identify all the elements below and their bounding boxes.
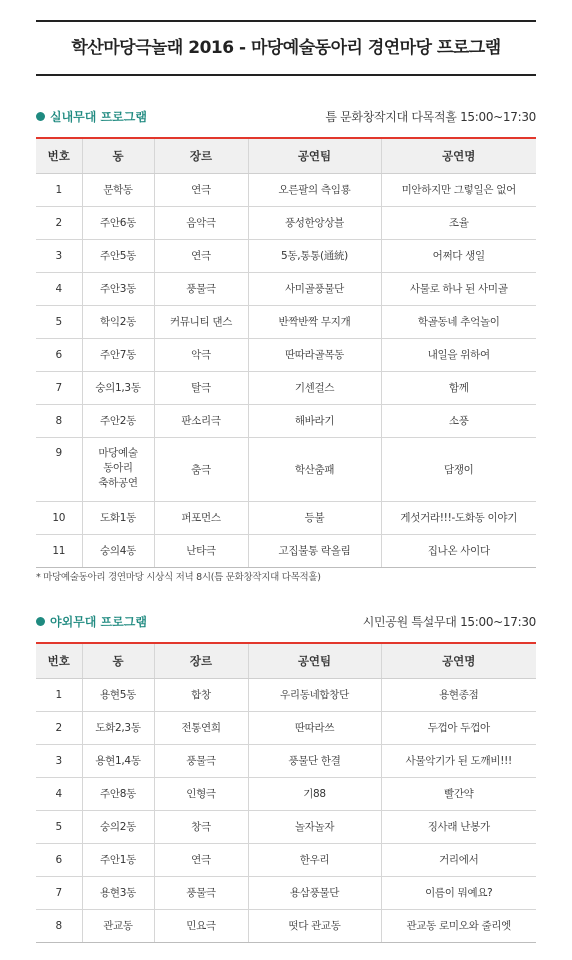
cell-team: 5동,통통(通統) <box>248 239 381 272</box>
cell-genre: 풍물극 <box>154 744 248 777</box>
cell-team: 우리동네합창단 <box>248 678 381 711</box>
cell-genre: 연극 <box>154 239 248 272</box>
cell-show: 어쩌다 생일 <box>381 239 536 272</box>
cell-number: 9 <box>36 437 82 501</box>
cell-show: 빨간약 <box>381 777 536 810</box>
cell-number: 5 <box>36 305 82 338</box>
cell-dong: 용현5동 <box>82 678 154 711</box>
col-header-number: 번호 <box>36 643 82 678</box>
cell-dong: 주안1동 <box>82 843 154 876</box>
outdoor-section-title: 야외무대 프로그램 <box>50 614 147 629</box>
cell-number: 2 <box>36 206 82 239</box>
cell-team: 떳다 관교동 <box>248 909 381 942</box>
cell-number: 3 <box>36 744 82 777</box>
cell-show: 집나온 사이다 <box>381 534 536 567</box>
cell-team: 등불 <box>248 501 381 534</box>
cell-number: 6 <box>36 338 82 371</box>
cell-number: 1 <box>36 173 82 206</box>
cell-genre: 춤극 <box>154 437 248 501</box>
cell-dong: 관교동 <box>82 909 154 942</box>
table-row <box>36 534 536 567</box>
cell-show: 게섯거라!!!-도화동 이야기 <box>381 501 536 534</box>
cell-dong: 학익2동 <box>82 305 154 338</box>
table-row <box>36 810 536 843</box>
cell-number: 5 <box>36 810 82 843</box>
cell-dong: 문학동 <box>82 173 154 206</box>
outdoor-table-header <box>36 643 536 678</box>
cell-team: 딴따라골목동 <box>248 338 381 371</box>
cell-show: 이름이 뭐예요? <box>381 876 536 909</box>
cell-genre: 민요극 <box>154 909 248 942</box>
table-row <box>36 777 536 810</box>
cell-show: 소풍 <box>381 404 536 437</box>
table-row <box>36 437 536 501</box>
indoor-section-header <box>36 105 536 127</box>
cell-team: 풍성한앙상블 <box>248 206 381 239</box>
cell-team: 오른팔의 측임룡 <box>248 173 381 206</box>
cell-dong-line: 동아리 <box>103 461 133 474</box>
cell-show: 두껍아 두껍아 <box>381 711 536 744</box>
cell-genre: 연극 <box>154 843 248 876</box>
cell-number: 6 <box>36 843 82 876</box>
cell-show: 학골동네 추억놀이 <box>381 305 536 338</box>
col-header-team: 공연팀 <box>248 643 381 678</box>
outdoor-program-table <box>36 642 536 943</box>
cell-dong: 주안5동 <box>82 239 154 272</box>
indoor-section-label <box>36 108 147 125</box>
indoor-section-title: 실내무대 프로그램 <box>50 109 147 124</box>
table-row <box>36 404 536 437</box>
cell-dong: 용현1,4동 <box>82 744 154 777</box>
cell-number: 4 <box>36 777 82 810</box>
cell-number: 4 <box>36 272 82 305</box>
table-row <box>36 305 536 338</box>
cell-genre: 연극 <box>154 173 248 206</box>
cell-show: 담쟁이 <box>381 437 536 501</box>
table-row <box>36 909 536 942</box>
cell-dong-line: 마당예술 <box>98 446 138 459</box>
col-header-show: 공연명 <box>381 138 536 173</box>
cell-team: 딴따라쓰 <box>248 711 381 744</box>
cell-number: 7 <box>36 876 82 909</box>
table-row <box>36 501 536 534</box>
cell-number: 2 <box>36 711 82 744</box>
indoor-program-table <box>36 137 536 568</box>
table-row <box>36 206 536 239</box>
cell-team: 고집불통 락올림 <box>248 534 381 567</box>
table-row <box>36 744 536 777</box>
cell-show: 내일을 위하여 <box>381 338 536 371</box>
cell-show: 용현종점 <box>381 678 536 711</box>
cell-genre: 커뮤니티 댄스 <box>154 305 248 338</box>
cell-number: 3 <box>36 239 82 272</box>
cell-genre: 탈극 <box>154 371 248 404</box>
cell-number: 8 <box>36 404 82 437</box>
cell-dong: 용현3동 <box>82 876 154 909</box>
cell-team: 해바라기 <box>248 404 381 437</box>
cell-team: 기센걸스 <box>248 371 381 404</box>
cell-number: 8 <box>36 909 82 942</box>
cell-dong: 주안2동 <box>82 404 154 437</box>
cell-show: 징사래 난봉가 <box>381 810 536 843</box>
cell-genre: 풍물극 <box>154 876 248 909</box>
col-header-team: 공연팀 <box>248 138 381 173</box>
cell-team: 놀자놀자 <box>248 810 381 843</box>
col-header-number: 번호 <box>36 138 82 173</box>
table-row <box>36 711 536 744</box>
outdoor-section-label <box>36 613 147 630</box>
col-header-dong: 동 <box>82 138 154 173</box>
table-row <box>36 173 536 206</box>
cell-show: 사물악기가 된 도깨비!!! <box>381 744 536 777</box>
table-row <box>36 843 536 876</box>
cell-number: 7 <box>36 371 82 404</box>
cell-genre: 난타극 <box>154 534 248 567</box>
cell-genre: 인형극 <box>154 777 248 810</box>
cell-number: 10 <box>36 501 82 534</box>
cell-dong: 도화2,3동 <box>82 711 154 744</box>
cell-genre: 퍼포먼스 <box>154 501 248 534</box>
cell-genre: 악극 <box>154 338 248 371</box>
outdoor-section-header <box>36 610 536 632</box>
outdoor-venue: 시민공원 특설무대 15:00~17:30 <box>362 614 536 629</box>
cell-show: 미안하지만 그렇일은 없어 <box>381 173 536 206</box>
cell-genre: 음악극 <box>154 206 248 239</box>
cell-dong: 숭의4동 <box>82 534 154 567</box>
bullet-icon <box>36 617 45 626</box>
cell-dong <box>82 437 154 501</box>
award-ceremony-note: * 마당예술동아리 경연마당 시상식 저녁 8시(틈 문화창작지대 다목적홀) <box>36 572 321 583</box>
cell-show: 함께 <box>381 371 536 404</box>
cell-genre: 창극 <box>154 810 248 843</box>
cell-dong: 주안3동 <box>82 272 154 305</box>
cell-dong: 주안8동 <box>82 777 154 810</box>
cell-genre: 합창 <box>154 678 248 711</box>
cell-genre: 전통연희 <box>154 711 248 744</box>
title-bottom-rule <box>36 74 536 76</box>
col-header-dong: 동 <box>82 643 154 678</box>
cell-team: 학산춤패 <box>248 437 381 501</box>
table-row <box>36 678 536 711</box>
cell-dong-line: 축하공연 <box>98 476 138 489</box>
cell-team: 기88 <box>248 777 381 810</box>
cell-number: 11 <box>36 534 82 567</box>
cell-show: 사물로 하나 된 사미골 <box>381 272 536 305</box>
cell-dong: 숭의1,3동 <box>82 371 154 404</box>
cell-dong: 주안6동 <box>82 206 154 239</box>
table-row <box>36 239 536 272</box>
table-row <box>36 371 536 404</box>
col-header-genre: 장르 <box>154 643 248 678</box>
col-header-genre: 장르 <box>154 138 248 173</box>
table-row <box>36 272 536 305</box>
cell-dong: 도화1동 <box>82 501 154 534</box>
cell-show: 거리에서 <box>381 843 536 876</box>
cell-dong: 숭의2동 <box>82 810 154 843</box>
bullet-icon <box>36 112 45 121</box>
cell-dong: 주안7동 <box>82 338 154 371</box>
cell-team: 사미골풍물단 <box>248 272 381 305</box>
cell-team: 반짝반짝 무지개 <box>248 305 381 338</box>
title-block <box>36 20 536 76</box>
cell-genre: 풍물극 <box>154 272 248 305</box>
cell-team: 용삼풍물단 <box>248 876 381 909</box>
col-header-show: 공연명 <box>381 643 536 678</box>
cell-show: 관교동 로미오와 줄리엣 <box>381 909 536 942</box>
cell-team: 풍물단 한결 <box>248 744 381 777</box>
table-row <box>36 338 536 371</box>
cell-team: 한우리 <box>248 843 381 876</box>
cell-show: 조율 <box>381 206 536 239</box>
cell-genre: 판소리극 <box>154 404 248 437</box>
indoor-venue: 틈 문화창작지대 다목적홀 15:00~17:30 <box>325 109 536 124</box>
page-title: 학산마당극놀래 2016 - 마당예술동아리 경연마당 프로그램 <box>71 38 501 58</box>
indoor-table-header <box>36 138 536 173</box>
table-row <box>36 876 536 909</box>
cell-number: 1 <box>36 678 82 711</box>
